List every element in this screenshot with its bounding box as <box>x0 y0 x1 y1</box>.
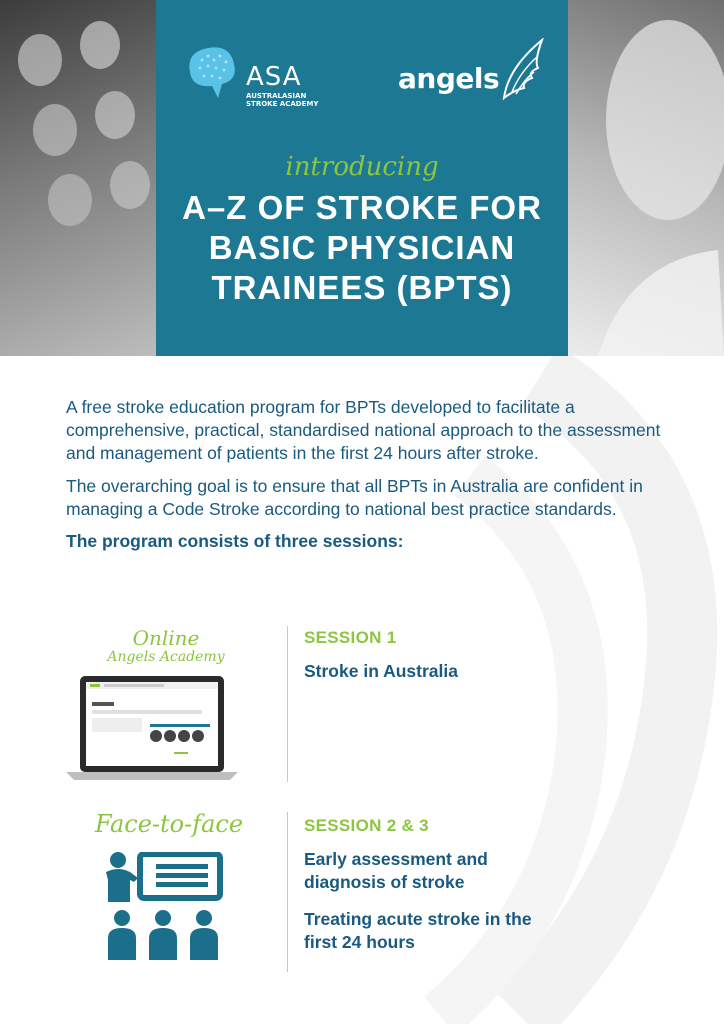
brain-icon <box>182 42 238 100</box>
session-2-3-heading: SESSION 2 & 3 <box>304 816 429 835</box>
angels-wordmark: angels <box>398 62 500 95</box>
session-divider-2 <box>287 812 288 972</box>
intro-content <box>66 396 666 552</box>
laptop-icon <box>64 674 240 784</box>
angels-academy-label: Angels Academy <box>107 649 225 665</box>
session-3-topic: Treating acute stroke in the first 24 hours <box>304 909 532 952</box>
session-divider-1 <box>287 626 288 782</box>
title-line-2: BASIC PHYSICIAN <box>208 229 516 266</box>
session-2-topic: Early assessment and diagnosis of stroke <box>304 849 488 892</box>
session-2-3-block <box>304 816 684 968</box>
doctor-photo <box>568 0 724 356</box>
session-1-block <box>304 628 684 697</box>
session-1-topic: Stroke in Australia <box>304 661 458 681</box>
session-1-heading: SESSION 1 <box>304 628 397 647</box>
classroom-icon <box>104 852 224 962</box>
title-line-1: A–Z OF STROKE FOR <box>182 189 542 226</box>
face-to-face-label: Face-to-face <box>94 810 244 838</box>
title-panel <box>156 0 568 356</box>
program-sessions-heading: The program consists of three sessions: <box>66 531 404 551</box>
ct-scan-photo <box>0 0 160 356</box>
online-label: Online <box>132 626 200 650</box>
asa-subtitle-line-1: AUSTRALASIAN <box>246 92 307 100</box>
doctor-silhouette <box>568 0 724 356</box>
hero-banner <box>0 0 724 356</box>
asa-logo <box>180 38 320 110</box>
asa-subtitle <box>246 92 326 108</box>
angels-logo <box>398 38 548 108</box>
asa-wordmark: ASA <box>246 62 302 92</box>
wing-icon <box>498 38 548 104</box>
title-line-3: TRAINEES (BPTS) <box>211 269 513 306</box>
page-title <box>156 188 568 308</box>
goal-paragraph: The overarching goal is to ensure that all BPTs in Australia are confident in managing a Code Stroke according to national best practice standards. <box>66 476 643 519</box>
asa-subtitle-line-2: STROKE ACADEMY <box>246 100 319 108</box>
description-paragraph: A free stroke education program for BPTs developed to facilitate a comprehensive, practical, standardised national approach to the assessment and management of patients in the first 24 hours after stroke. <box>66 397 661 463</box>
introducing-label: introducing <box>285 152 439 182</box>
ct-scan-graphic <box>0 0 160 356</box>
